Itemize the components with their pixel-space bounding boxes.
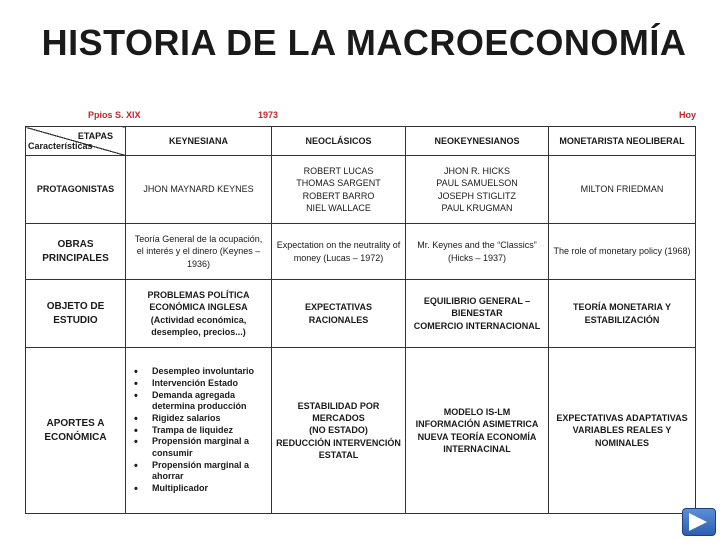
- timeline-start: Ppios S. XIX: [88, 110, 141, 120]
- cell-obras-neoclasicos: Expectation on the neutrality of money (Lucas – 1972): [272, 224, 406, 280]
- next-slide-button[interactable]: [682, 508, 716, 536]
- list-item: • Propensión marginal a ahorrar: [130, 460, 267, 483]
- cell-obras-neokeynesianos: Mr. Keynes and the “Classics” (Hicks – 1937): [406, 224, 549, 280]
- cell-obras-keynesiana: Teoría General de la ocupación, el interés y el dinero (Keynes – 1936): [126, 224, 272, 280]
- objeto-line: (Actividad económica, desempleo, precios...): [150, 314, 247, 337]
- arrow-right-icon: [689, 513, 707, 531]
- cell-protagonistas-neokeynesianos: [406, 156, 549, 224]
- list-item: • Propensión marginal a consumir: [130, 436, 267, 459]
- cell-aportes-keynesiana: [126, 348, 272, 514]
- aportes-line: MODELO IS-LM: [443, 407, 511, 418]
- row-label-protagonistas: PROTAGONISTAS: [26, 156, 126, 224]
- cell-obras-monetarista: The role of monetary policy (1968): [549, 224, 696, 280]
- protagonist-name: THOMAS SARGENT: [296, 178, 381, 189]
- cell-objeto-monetarista: TEORÍA MONETARIA Y ESTABILIZACIÓN: [549, 280, 696, 348]
- protagonist-name: JHON R. HICKS: [443, 166, 510, 177]
- header-row: [26, 127, 696, 156]
- aportes-line: REDUCCIÓN INTERVENCIÓN ESTATAL: [276, 437, 401, 460]
- aportes-line: EXPECTATIVAS ADAPTATIVAS: [556, 413, 688, 424]
- protagonist-name: ROBERT LUCAS: [303, 166, 374, 177]
- cell-aportes-monetarista: [549, 348, 696, 514]
- cell-aportes-neokeynesianos: [406, 348, 549, 514]
- col-header-neokeynesianos: NEOKEYNESIANOS: [406, 127, 549, 156]
- macro-history-table: [25, 126, 696, 514]
- list-item: • Desempleo involuntario: [130, 366, 267, 378]
- col-header-monetarista: MONETARISTA NEOLIBERAL: [549, 127, 696, 156]
- list-item: • Intervención Estado: [130, 378, 267, 390]
- protagonist-name: NIEL WALLACE: [306, 202, 371, 213]
- cell-protagonistas-neoclasicos: [272, 156, 406, 224]
- cell-objeto-keynesiana: [126, 280, 272, 348]
- table-row-protagonistas: [26, 156, 696, 224]
- timeline-1973: 1973: [258, 110, 279, 120]
- list-item: • Multiplicador: [130, 483, 267, 495]
- cell-objeto-neokeynesianos: [406, 280, 549, 348]
- aportes-bullet-list: [130, 366, 267, 495]
- aportes-line: ESTABILIDAD POR MERCADOS: [297, 401, 380, 424]
- caracteristicas-label: Características: [28, 140, 93, 151]
- cell-objeto-neoclasicos: EXPECTATIVAS RACIONALES: [272, 280, 406, 348]
- header-corner-cell: [26, 127, 126, 156]
- col-header-neoclasicos: NEOCLÁSICOS: [272, 127, 406, 156]
- list-item: • Demanda agregada determina producción: [130, 390, 267, 413]
- aportes-line: NUEVA TEORÍA ECONOMÍA INTERNACINAL: [417, 431, 537, 454]
- timeline-today: Hoy: [679, 110, 697, 120]
- cell-protagonistas-monetarista: MILTON FRIEDMAN: [549, 156, 696, 224]
- protagonist-name: PAUL KRUGMAN: [441, 202, 513, 213]
- etapas-label: ETAPAS: [77, 131, 113, 141]
- aportes-line: VARIABLES REALES Y NOMINALES: [572, 425, 672, 448]
- row-label-aportes: APORTES A ECONÓMICA: [26, 348, 126, 514]
- row-label-obras: OBRAS PRINCIPALES: [26, 224, 126, 280]
- table-row-aportes: [26, 348, 696, 514]
- list-item: • Trampa de liquidez: [130, 425, 267, 437]
- cell-protagonistas-keynesiana: JHON MAYNARD KEYNES: [126, 156, 272, 224]
- col-header-keynesiana: KEYNESIANA: [126, 127, 272, 156]
- objeto-line: PROBLEMAS POLÍTICA ECONÓMICA INGLESA: [147, 290, 250, 313]
- objeto-line: EQUILIBRIO GENERAL – BIENESTAR: [423, 296, 531, 319]
- protagonist-name: ROBERT BARRO: [302, 190, 375, 201]
- objeto-line: COMERCIO INTERNACIONAL: [413, 320, 541, 331]
- page-title: HISTORIA DE LA MACROECONOMÍA: [41, 22, 687, 63]
- aportes-line: (NO ESTADO): [309, 425, 368, 436]
- table-row-objeto: [26, 280, 696, 348]
- row-label-objeto: OBJETO DE ESTUDIO: [26, 280, 126, 348]
- protagonist-name: JOSEPH STIGLITZ: [437, 190, 516, 201]
- protagonist-name: PAUL SAMUELSON: [436, 178, 518, 189]
- table-row-obras: [26, 224, 696, 280]
- cell-aportes-neoclasicos: [272, 348, 406, 514]
- list-item: • Rigidez salarios: [130, 413, 267, 425]
- aportes-line: INFORMACIÓN ASIMETRICA: [415, 419, 539, 430]
